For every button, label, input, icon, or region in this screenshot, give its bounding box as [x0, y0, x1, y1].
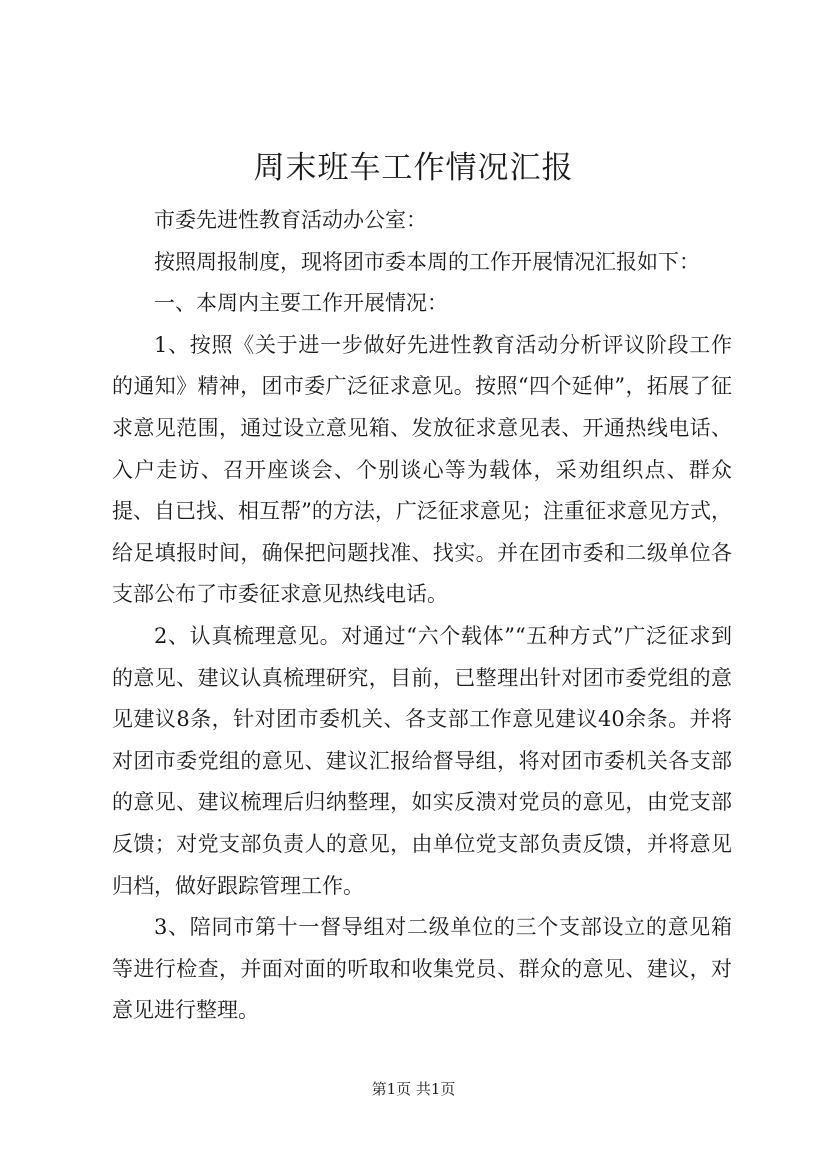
document-title: 周末班车工作情况汇报 [253, 150, 574, 186]
section-heading: 一、本周内主要工作开展情况： [154, 291, 448, 316]
paragraph-1: 1、按照《关于进一步做好先进性教育活动分析评议阶段工作的通知》精神，团市委广泛征求意见。按照“四个延伸”，拓展了征求意见范围，通过设立意见箱、发放征求意见表、开通热线电话、入户走访、召开座谈会、个别谈心等为载体，采劝组织点、群众提、自已找、相互帮”的方法，广泛征求意见；注重征求意见方式，给足填报时间，确保把问题找准、找实。并在团市委和二级单位各支部公布了市委征求意见热线电话。 [112, 332, 732, 607]
salutation: 市委先进性教育活动办公室： [154, 208, 427, 232]
page-number-footer: 第1页 共1页 [371, 1080, 456, 1098]
paragraph-3: 3、陪同市第十一督导组对二级单位的三个支部设立的意见箱等进行检查，并面对面的听取和收集党员、群众的意见、建议，对意见进行整理。 [112, 915, 732, 1023]
paragraph-2: 2、认真梳理意见。对通过“六个载体”“五种方式”广泛征求到的意见、建议认真梳理研究，目前，已整理出针对团市委党组的意见建议8条，针对团市委机关、各支部工作意见建议40余条。并将对团市委党组的意见、建议汇报给督导组，将对团市委机关各支部的意见、建议梳理后归纳整理，如实反溃对党员的意见，由党支部反馈；对党支部负责人的意见，由单位党支部负责反馈，并将意见归档，做好跟踪管理工作。 [112, 623, 732, 898]
document-body [112, 200, 732, 1032]
intro-paragraph: 按照周报制度，现将团市委本周的工作开展情况汇报如下： [154, 249, 700, 274]
